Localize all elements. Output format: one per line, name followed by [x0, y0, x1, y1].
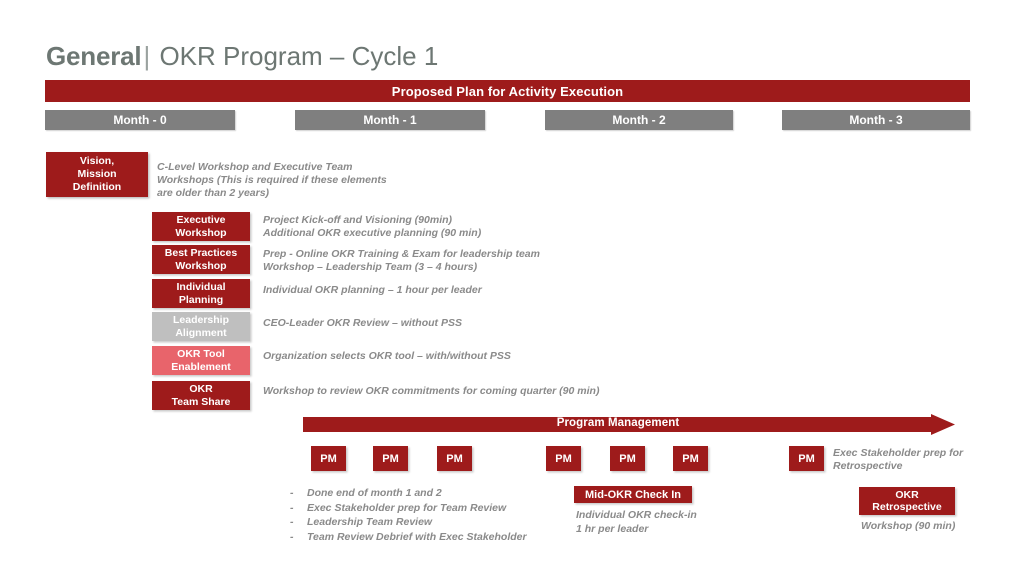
description-line: Organization selects OKR tool – with/without PSS [263, 350, 511, 362]
description-line: Exec Stakeholder prep for [833, 447, 964, 459]
activity-box-line: Alignment [175, 326, 227, 339]
activity-box-line: OKR [189, 383, 213, 395]
page-title-separator: | [143, 41, 151, 71]
activity-box-executive-workshop [152, 212, 250, 241]
milestone-label-line: Retrospective [872, 501, 942, 513]
pm-chip-label: PM [682, 452, 699, 465]
pm-chip [789, 446, 824, 471]
list-item [290, 501, 527, 516]
activity-box-line: Workshop [175, 226, 227, 239]
description-line: Retrospective [833, 460, 903, 473]
activity-description-best-practices-workshop [263, 248, 683, 274]
month-label: Month - 0 [113, 113, 167, 127]
activity-box-line: Vision, [79, 155, 115, 167]
banner-label: Proposed Plan for Activity Execution [391, 83, 624, 99]
month-bar-0 [45, 110, 235, 130]
list-item [290, 515, 527, 530]
activity-box-line: Mission [77, 168, 117, 180]
pm-chip-label: PM [555, 452, 572, 465]
description-line: Project Kick-off and Visioning (90min) [263, 214, 453, 226]
description-line: Workshops (This is required if these elements [157, 174, 387, 187]
activity-box-line: Leadership [172, 314, 230, 326]
milestone-label-line: OKR [895, 488, 919, 501]
activity-box-line: Best Practices [164, 247, 238, 259]
activity-box-line: Planning [178, 293, 224, 306]
bullet-marker: - [290, 487, 294, 499]
proposed-plan-banner [45, 80, 970, 102]
activity-box-line: Executive [176, 214, 226, 226]
list-item [290, 486, 527, 501]
activity-box-vision-mission-definition [46, 152, 148, 197]
description-line: Individual OKR check-in [576, 509, 697, 521]
month-bar-1 [295, 110, 485, 130]
activity-box-line: Enablement [171, 360, 231, 373]
bullet-marker: - [290, 530, 294, 543]
description-line: C-Level Workshop and Executive Team [157, 161, 353, 173]
milestone-box-mid-okr-check-in [574, 486, 692, 503]
program-management-bullet-list [290, 486, 527, 544]
page-title [46, 40, 438, 72]
list-item-label: Leadership Team Review [307, 516, 433, 529]
month-label: Month - 1 [363, 113, 417, 127]
activity-description-okr-tool-enablement [263, 350, 683, 363]
bullet-marker: - [290, 516, 294, 529]
pm-chip [373, 446, 408, 471]
milestone-description-okr-retrospective [861, 520, 1001, 533]
pm-chip-label: PM [446, 452, 463, 465]
pm-chip-label: PM [619, 452, 636, 465]
pm-chip [673, 446, 708, 471]
list-item-label: Done end of month 1 and 2 [307, 487, 442, 499]
activity-box-best-practices-workshop [152, 245, 250, 274]
activity-box-line: Definition [72, 181, 122, 193]
month-label: Month - 3 [849, 113, 903, 127]
activity-box-line: Workshop [175, 259, 227, 272]
month-label: Month - 2 [612, 113, 666, 127]
month-bar-2 [545, 110, 733, 130]
activity-box-individual-planning [152, 279, 250, 308]
milestone-description-mid-okr-check-in [576, 509, 726, 536]
activity-box-line: Team Share [171, 395, 231, 408]
description-line: are older than 2 years) [157, 187, 270, 200]
description-line: Additional OKR executive planning (90 min) [263, 227, 482, 240]
activity-box-line: OKR Tool [177, 348, 225, 360]
description-line: 1 hr per leader [576, 522, 649, 535]
pm-chip [610, 446, 645, 471]
activity-box-line: Individual [176, 281, 226, 293]
activity-description-executive-workshop [263, 214, 683, 240]
pm-chip [311, 446, 346, 471]
pm-chip [437, 446, 472, 471]
list-item-label: Exec Stakeholder prep for Team Review [307, 501, 507, 514]
activity-description-leadership-alignment [263, 317, 683, 330]
activity-description-individual-planning [263, 284, 683, 297]
activity-box-leadership-alignment [152, 312, 250, 341]
page-title-brand: General [46, 41, 142, 71]
activity-description-vision-mission-definition [157, 161, 487, 201]
description-line: CEO-Leader OKR Review – without PSS [263, 317, 462, 329]
activity-box-okr-team-share [152, 381, 250, 410]
exec-stakeholder-note [833, 447, 983, 473]
pm-chip-label: PM [382, 452, 399, 465]
milestone-box-okr-retrospective [859, 487, 955, 515]
pm-chip-label: PM [320, 452, 337, 465]
program-management-label: Program Management [556, 417, 680, 429]
activity-description-okr-team-share [263, 385, 683, 398]
description-line: Prep - Online OKR Training & Exam for leadership team [263, 248, 540, 260]
bullet-marker: - [290, 501, 294, 514]
activity-box-okr-tool-enablement [152, 346, 250, 375]
description-line: Workshop to review OKR commitments for coming quarter (90 min) [263, 385, 600, 397]
description-line: Workshop – Leadership Team (3 – 4 hours) [263, 261, 478, 274]
list-item-label: Team Review Debrief with Exec Stakeholder [307, 530, 527, 543]
pm-chip [546, 446, 581, 471]
description-line: Individual OKR planning – 1 hour per leader [263, 284, 482, 296]
pm-chip-label: PM [798, 452, 815, 465]
list-item [290, 530, 527, 545]
page-title-subtitle: OKR Program – Cycle 1 [159, 41, 439, 71]
description-line: Workshop (90 min) [861, 520, 956, 532]
month-bar-3 [782, 110, 970, 130]
milestone-label: Mid-OKR Check In [585, 488, 681, 501]
